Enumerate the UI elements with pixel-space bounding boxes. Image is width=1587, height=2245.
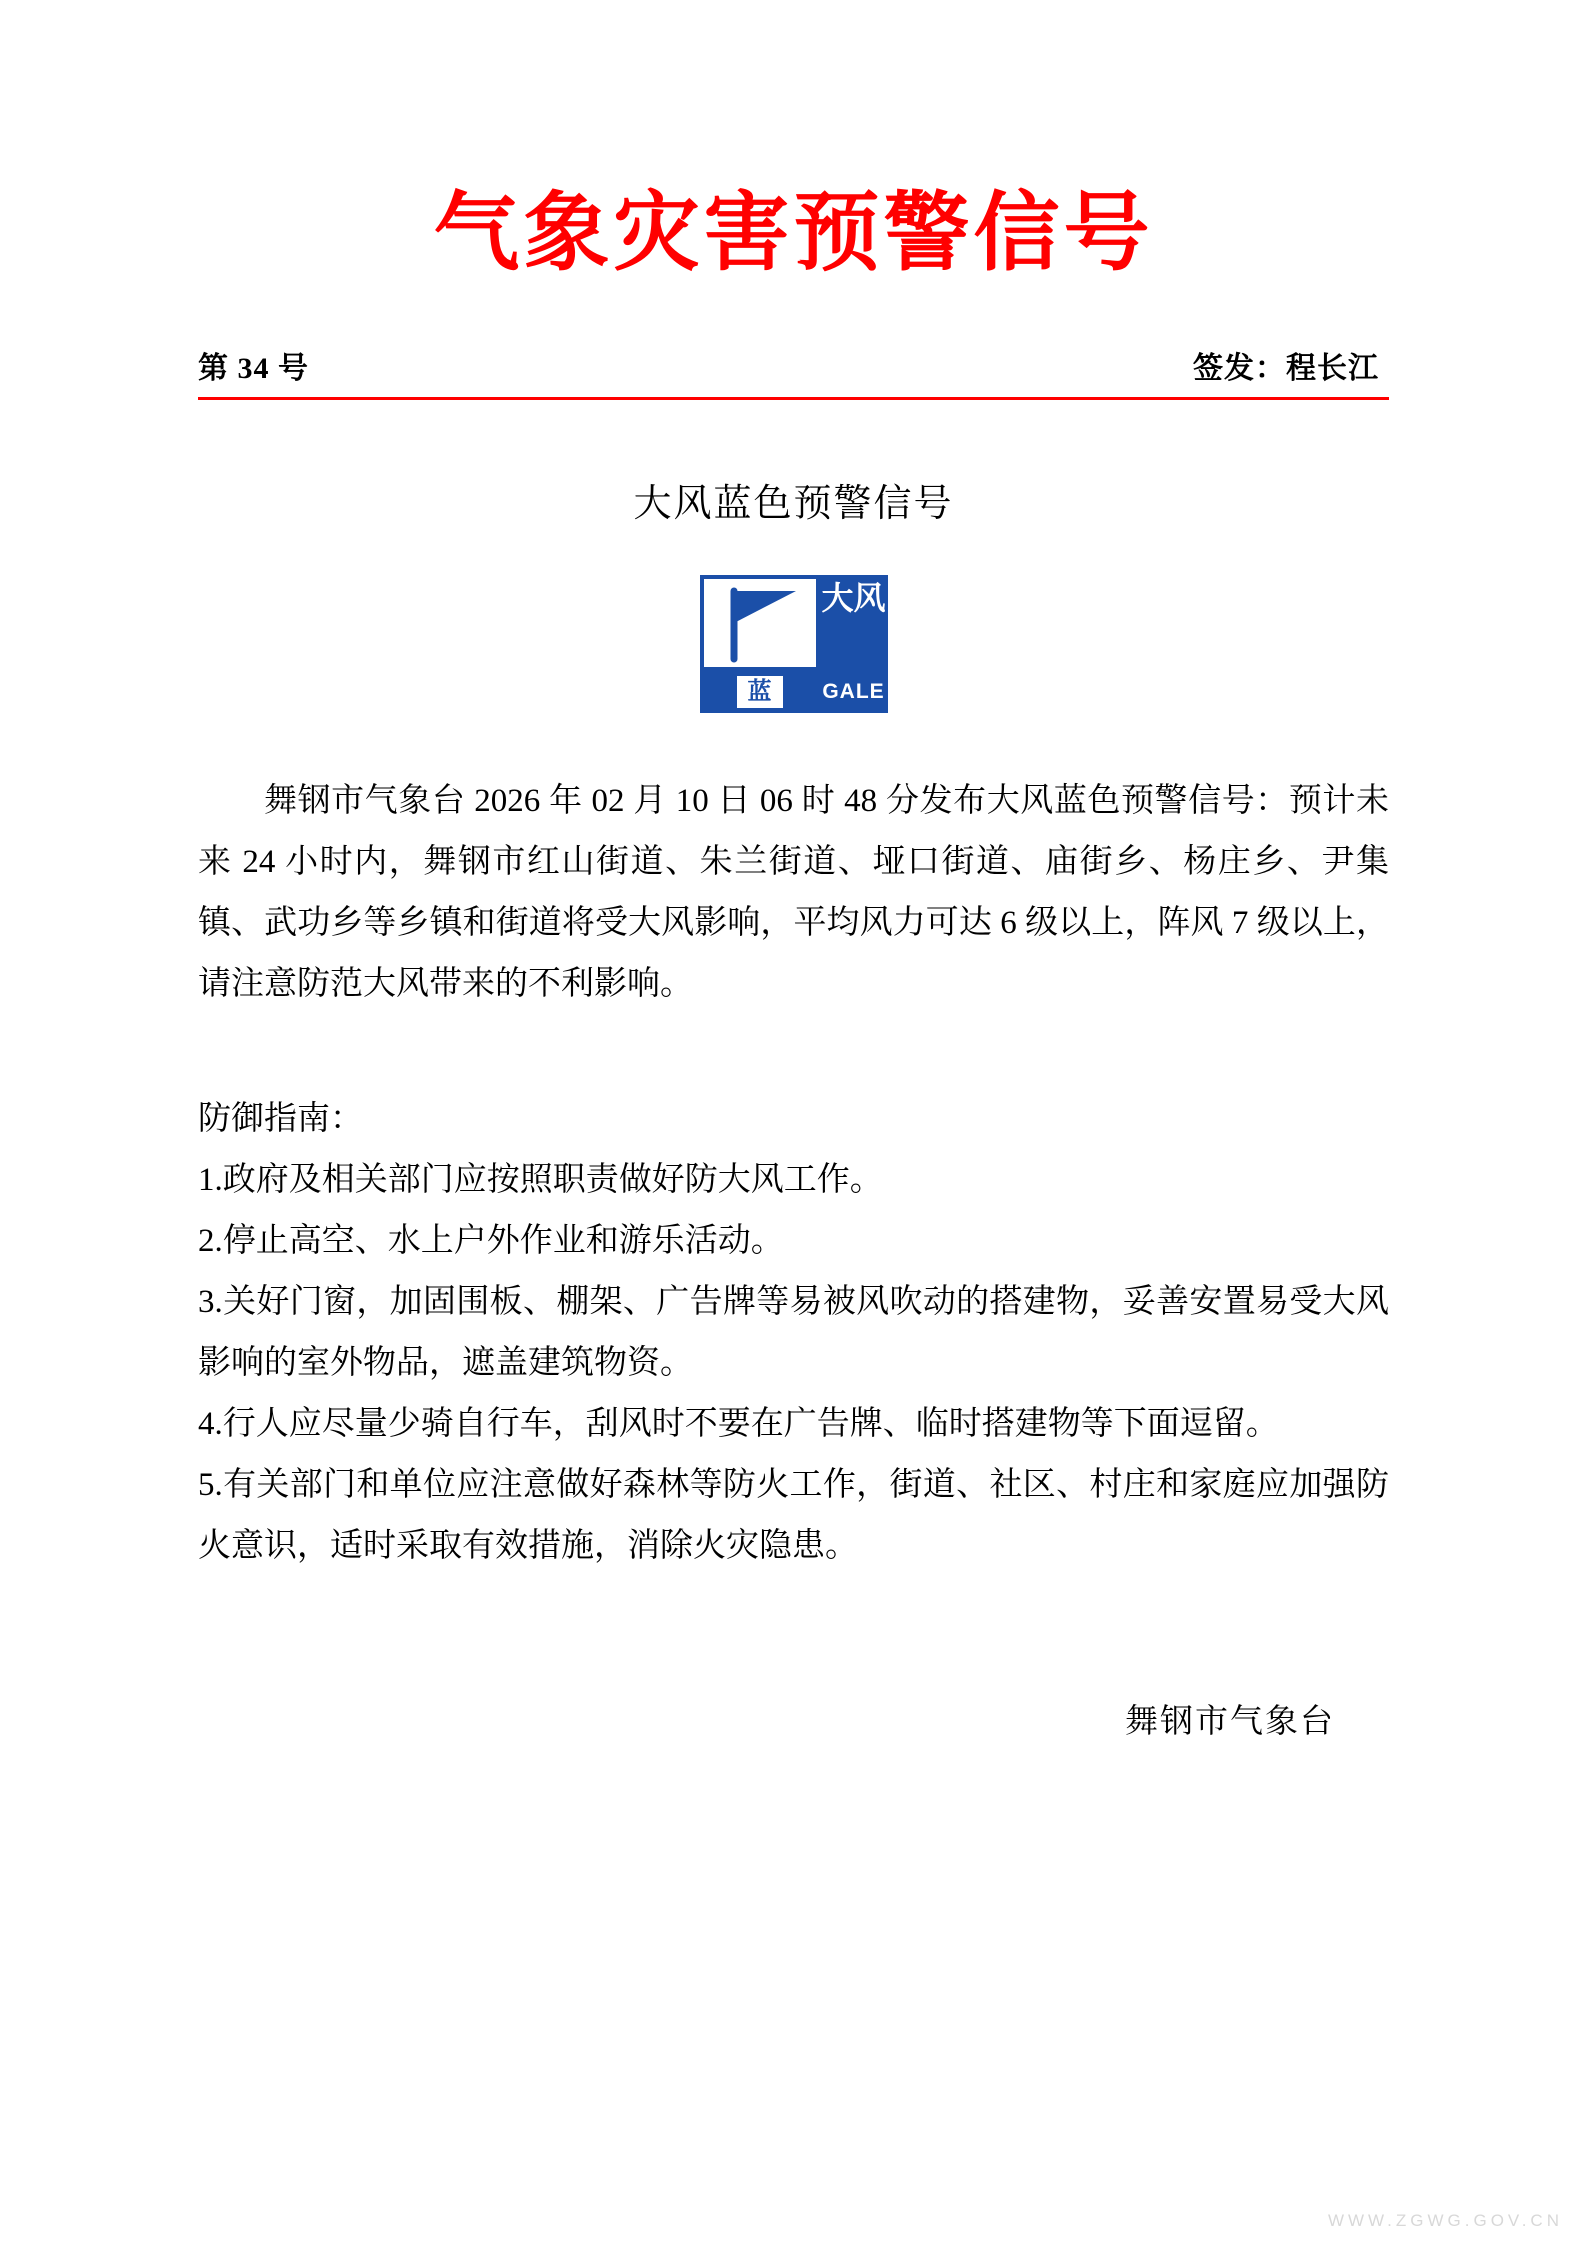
guide-list	[198, 1150, 1389, 1577]
header-divider	[198, 397, 1389, 400]
guide-item: 4.行人应尽量少骑自行车，刮风时不要在广告牌、临时搭建物等下面逗留。	[198, 1406, 1279, 1443]
main-paragraph: 舞钢市气象台 2026 年 02 月 10 日 06 时 48 分发布大风蓝色预警信号：预计未来 24 小时内，舞钢市红山街道、朱兰街道、垭口街道、庙街乡、杨庄乡、尹集镇、武功乡等乡镇和街道将受大风影响，平均风力可达 6 级以上，阵风 7 级以上，请注意防范大风带来的不利影响。	[198, 782, 1389, 1002]
gale-characters: 大风	[821, 579, 886, 616]
warning-icon-wrapper	[0, 575, 1587, 713]
level-label: 蓝	[737, 676, 783, 708]
guide-heading: 防御指南：	[198, 1100, 363, 1137]
guide-item: 1.政府及相关部门应按照职责做好防大风工作。	[198, 1161, 883, 1198]
signer-label: 签发：程长江	[1193, 351, 1379, 385]
document-meta-row	[198, 343, 1389, 397]
document-subtitle: 大风蓝色预警信号	[633, 482, 954, 525]
guide-item: 3.关好门窗，加固围板、棚架、广告牌等易被风吹动的搭建物，妥善安置易受大风影响的室外物品，遮盖建筑物资。	[198, 1283, 1389, 1381]
guide-item: 2.停止高空、水上户外作业和游乐活动。	[198, 1222, 784, 1259]
page-title: 气象灾害预警信号	[433, 185, 1154, 281]
signature: 舞钢市气象台	[1125, 1704, 1335, 1741]
gale-english-label: GALE	[822, 679, 885, 703]
watermark: WWW.ZGWG.GOV.CN	[1327, 2211, 1563, 2230]
guide-item: 5.有关部门和单位应注意做好森林等防火工作，街道、社区、村庄和家庭应加强防火意识，适时采取有效措施，消除火灾隐患。	[198, 1467, 1389, 1565]
issue-number: 第 34 号	[198, 351, 309, 385]
gale-blue-warning-icon	[700, 575, 888, 713]
level-label-cell	[701, 670, 819, 714]
main-paragraph-block	[198, 771, 1389, 1015]
wind-flag-icon	[701, 576, 819, 670]
